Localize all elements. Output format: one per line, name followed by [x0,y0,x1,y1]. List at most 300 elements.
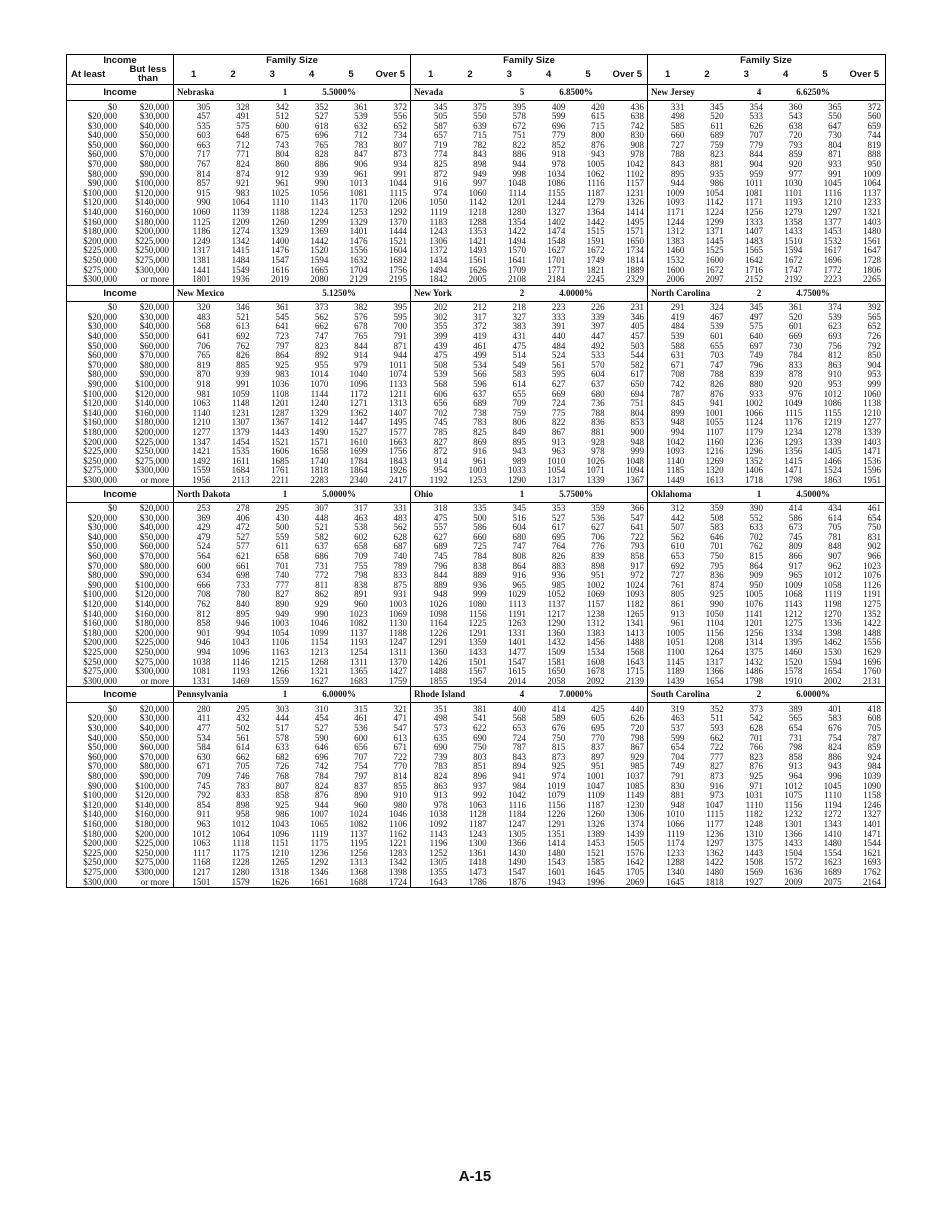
table-cell: 537 [670,723,685,734]
table-cell: 690 [473,732,487,743]
table-cell: 524 [551,350,566,361]
table-cell: 1432 [547,637,566,648]
table-cell: 1520 [310,245,329,256]
table-cell: 544 [630,350,644,361]
table-cell: 448 [314,512,329,523]
income-but-less-than: $20,000 [139,703,169,714]
table-cell: 647 [828,120,842,131]
income-but-less-than: $250,000 [135,245,169,256]
table-cell: 507 [670,522,685,533]
table-cell: 1329 [270,226,289,237]
table-cell: 1331 [192,675,211,686]
family-size-heading: Family Size [266,55,318,66]
table-cell: 1661 [310,876,329,887]
table-cell: 1364 [586,207,605,218]
table-cell: 440 [551,331,566,342]
table-cell: 825 [433,159,448,170]
table-cell: 1693 [862,857,881,868]
table-cell: 414 [788,503,803,514]
state-code: 1 [282,87,288,97]
income-but-less-than: $120,000 [135,790,169,801]
table-cell: 1331 [507,627,526,638]
table-cell: 761 [670,579,685,590]
table-cell: 2245 [586,274,605,285]
table-cell: 1142 [468,197,487,208]
table-cell: 747 [710,359,724,370]
table-cell: 1026 [429,599,448,609]
table-cell: 562 [670,531,685,542]
income-at-least: $30,000 [87,321,117,332]
table-cell: 1632 [349,255,368,265]
table-cell: 401 [828,703,842,714]
table-cell: 917 [788,560,803,571]
table-cell: 1234 [784,427,803,437]
table-cell: 1149 [626,790,644,801]
table-cell: 1876 [507,876,526,887]
table-cell: 1672 [586,245,605,256]
table-cell: 1043 [231,637,250,648]
table-cell: 701 [749,732,763,743]
table-cell: 771 [236,149,250,160]
income-but-less-than: $300,000 [135,264,169,275]
table-cell: 823 [749,751,763,762]
income-at-least: $0 [108,302,117,313]
table-row [174,677,410,687]
table-cell: 2164 [862,876,881,887]
table-cell: 800 [591,130,605,141]
income-but-less-than: $225,000 [135,838,169,849]
state-name: New Mexico [177,287,225,298]
table-cell: 1615 [507,666,526,677]
table-row [174,878,410,888]
table-cell: 2113 [231,474,250,485]
family-size-column-heading: Over 5 [375,69,406,80]
table-cell: 936 [473,579,487,590]
table-cell: 876 [591,139,605,150]
table-cell: 963 [196,818,211,829]
table-cell: 626 [630,713,644,724]
table-cell: 315 [354,703,368,714]
table-cell: 696 [314,130,329,141]
table-cell: 383 [512,321,526,332]
table-cell: 666 [196,579,211,590]
table-cell: 676 [828,723,842,734]
table-cell: 812 [828,350,842,361]
table-cell: 730 [788,340,803,351]
table-cell: 1756 [388,264,407,275]
table-cell: 1535 [231,446,250,457]
table-cell: 924 [867,751,881,762]
table-cell: 339 [591,311,605,322]
table-cell: 1231 [625,187,644,198]
table-cell: 1049 [784,398,803,409]
table-cell: 784 [788,350,803,361]
table-cell: 872 [433,446,448,457]
table-cell: 1645 [666,876,685,887]
table-cell: 845 [670,398,685,409]
income-at-least: $275,000 [83,264,117,275]
table-cell: 918 [196,379,211,390]
table-cell: 678 [354,321,368,332]
table-cell: 1188 [389,627,407,638]
table-cell: 1534 [586,646,605,657]
table-cell: 875 [393,579,407,590]
table-cell: 971 [749,780,763,791]
table-cell: 1260 [586,809,605,820]
table-cell: 920 [788,379,803,390]
table-cell: 1383 [666,235,685,246]
table-cell: 793 [630,541,644,552]
state-header [411,487,647,503]
table-cell: 819 [196,359,211,370]
table-cell: 1215 [270,656,289,667]
income-at-least: $140,000 [83,407,117,418]
table-cell: 1291 [468,627,487,638]
table-cell: 837 [354,780,368,791]
table-cell: 1334 [784,627,803,638]
table-cell: 365 [828,101,842,112]
table-cell: 939 [236,369,250,380]
table-cell: 1137 [349,627,368,638]
table-cell: 1037 [625,771,644,781]
table-cell: 1275 [784,618,803,629]
table-cell: 855 [393,780,407,791]
state-header [174,487,410,503]
table-cell: 724 [551,398,566,409]
income-but-less-than: $200,000 [135,226,169,237]
table-cell: 933 [828,159,842,170]
table-cell: 328 [236,101,250,112]
table-cell: 1407 [744,226,763,237]
table-cell: 621 [236,551,250,562]
income-but-less-than: $225,000 [135,235,169,246]
table-cell: 1256 [744,207,763,218]
family-size-header [411,55,648,84]
table-cell: 669 [788,331,803,342]
table-cell: 708 [670,369,685,380]
table-cell: 390 [749,503,763,514]
income-but-less-than: or more [140,274,169,285]
table-cell: 391 [551,321,566,332]
table-cell: 2019 [270,274,289,285]
table-cell: 1156 [705,627,724,638]
table-cell: 461 [867,503,881,514]
table-cell: 1076 [744,599,763,609]
table-cell: 1508 [744,857,763,868]
table-cell: 583 [512,369,526,380]
table-cell: 1090 [862,780,881,791]
table-cell: 689 [710,130,724,141]
table-cell: 1287 [270,407,289,418]
table-cell: 1025 [270,187,289,198]
table-cell: 1358 [784,216,803,227]
table-cell: 1760 [862,666,881,677]
table-cell: 345 [512,503,526,514]
table-cell: 1665 [310,264,329,275]
table-cell: 991 [393,168,407,179]
family-size-column-heading: 3 [269,69,275,80]
income-at-least: $160,000 [83,618,117,629]
table-cell: 1009 [862,168,881,179]
state-rate: 5.5000% [322,87,356,97]
table-cell: 1374 [625,818,644,829]
income-range [67,476,173,486]
table-cell: 751 [630,398,644,409]
table-cell: 1001 [705,407,724,418]
table-cell: 894 [512,761,526,772]
table-cell: 858 [196,618,211,629]
table-cell: 1224 [310,207,329,218]
table-cell: 575 [236,120,250,131]
table-cell: 638 [630,111,644,122]
table-cell: 1040 [349,369,368,380]
income-at-least: $250,000 [83,656,117,667]
table-cell: 702 [433,407,448,418]
table-cell: 549 [512,359,526,370]
state-header [648,687,884,703]
table-cell: 1658 [310,446,329,457]
income-but-less-than: $180,000 [135,417,169,428]
table-cell: 463 [670,713,685,724]
table-cell: 1571 [625,226,644,237]
table-cell: 1110 [271,197,289,208]
table-cell: 1143 [429,828,448,839]
table-cell: 974 [551,771,566,781]
table-cell: 618 [314,120,329,131]
table-cell: 745 [433,551,448,562]
table-cell: 302 [433,311,448,322]
table-cell: 1085 [625,780,644,791]
table-cell: 648 [236,130,250,141]
table-cell: 1772 [823,264,842,275]
income-but-less-than: $50,000 [139,732,169,743]
table-cell: 1329 [310,407,329,418]
table-cell: 600 [354,732,368,743]
table-cell: 359 [710,503,724,514]
table-cell: 983 [275,369,289,380]
table-cell: 1488 [429,666,448,677]
table-cell: 1525 [705,245,724,256]
state-rate: 4.7500% [796,287,830,298]
table-cell: 475 [512,340,526,351]
table-cell: 1143 [784,599,803,609]
table-cell: 762 [236,340,250,351]
table-cell: 610 [670,541,685,552]
table-cell: 944 [314,799,329,810]
table-cell: 1069 [586,589,605,600]
table-cell: 951 [591,761,605,772]
table-cell: 1471 [784,465,803,476]
table-cell: 754 [828,732,842,743]
table-cell: 652 [867,321,881,332]
table-cell: 595 [393,311,407,322]
table-cell: 1246 [862,799,881,810]
table-cell: 783 [236,780,250,791]
income-at-least: $90,000 [87,178,117,189]
table-cell: 2014 [507,675,526,686]
table-cell: 498 [433,713,448,724]
table-cell: 484 [551,340,566,351]
state-header [648,286,884,302]
table-cell: 565 [788,713,803,724]
table-cell: 804 [828,139,842,150]
table-cell: 798 [630,732,644,743]
income-at-least: $90,000 [87,379,117,390]
income-but-less-than: $300,000 [135,666,169,677]
table-cell: 669 [551,388,566,399]
table-cell: 706 [196,340,211,351]
income-but-less-than: $40,000 [139,522,169,533]
table-cell: 1370 [388,656,407,667]
table-cell: 762 [749,541,763,552]
table-cell: 1926 [388,465,407,476]
table-cell: 1056 [310,187,329,198]
table-cell: 218 [512,302,526,313]
table-cell: 568 [196,321,211,332]
table-cell: 1307 [231,417,250,428]
table-cell: 913 [551,436,566,447]
table-cell: 1418 [468,857,487,868]
table-cell: 2002 [823,675,842,686]
table-cell: 1591 [586,235,605,246]
table-cell: 1600 [705,255,724,265]
table-cell: 1230 [625,799,644,810]
table-cell: 351 [433,703,448,714]
family-size-column-heading: 2 [230,69,236,80]
table-cell: 787 [512,742,526,753]
table-cell: 1372 [429,245,448,256]
table-cell: 226 [591,302,605,313]
table-cell: 1572 [784,857,803,868]
table-cell: 1547 [270,255,289,265]
table-cell: 654 [670,742,685,753]
table-cell: 1521 [586,847,605,858]
table-cell: 1936 [231,274,250,285]
table-cell: 890 [275,599,289,609]
table-cell: 797 [275,340,289,351]
income-at-least: $100,000 [83,790,117,801]
table-cell: 1148 [231,398,250,409]
table-cell: 1527 [349,427,368,437]
income-but-less-than: $70,000 [139,551,169,562]
table-cell: 984 [867,761,881,772]
income-but-less-than: $250,000 [135,847,169,858]
table-cell: 948 [670,799,685,810]
table-cell: 1118 [232,838,250,849]
income-but-less-than: $120,000 [135,589,169,600]
table-cell: 1081 [744,187,763,198]
income-at-least: $50,000 [87,742,117,753]
table-cell: 637 [314,541,329,552]
table-cell: 1210 [192,417,211,428]
table-cell: 727 [670,139,685,150]
table-cell: 1313 [388,398,407,409]
table-cell: 1074 [388,369,407,380]
table-cell: 1439 [666,675,685,686]
table-cell: 890 [354,790,368,801]
table-cell: 503 [630,340,644,351]
table-cell: 475 [433,350,448,361]
table-cell: 1996 [586,876,605,887]
table-cell: 917 [630,560,644,571]
table-cell: 2075 [823,876,842,887]
table-cell: 1401 [862,818,881,829]
table-cell: 1275 [862,599,881,609]
table-cell: 550 [473,111,487,122]
table-cell: 1701 [547,255,566,265]
table-cell: 965 [512,579,526,590]
table-cell: 795 [710,560,724,571]
table-cell: 1369 [310,226,329,237]
table-cell: 851 [473,761,487,772]
income-at-least: $180,000 [83,427,117,437]
table-cell: 1201 [507,197,526,208]
table-cell: 886 [314,159,329,170]
table-cell: 918 [551,149,566,160]
table-cell: 1012 [823,570,842,581]
income-but-less-than: $160,000 [135,608,169,619]
table-cell: 697 [749,340,763,351]
table-cell: 1678 [586,666,605,677]
table-cell: 909 [749,570,763,581]
table-cell: 1943 [547,876,566,887]
table-cell: 908 [630,139,644,150]
income-but-less-than: $300,000 [135,465,169,476]
table-cell: 353 [551,503,566,514]
table-cell: 785 [433,427,448,437]
table-cell: 1254 [349,646,368,657]
table-cell: 1490 [310,427,329,437]
table-cell: 1734 [625,245,644,256]
income-but-less-than: $120,000 [135,388,169,399]
table-cell: 457 [630,331,644,342]
table-cell: 1076 [862,570,881,581]
table-cell: 575 [749,321,763,332]
table-cell: 1368 [349,866,368,877]
table-cell: 1188 [271,207,289,218]
table-cell: 1151 [271,838,289,849]
table-cell: 2005 [468,274,487,285]
table-cell: 1236 [705,828,724,839]
table-cell: 925 [275,359,289,370]
table-cell: 1608 [586,656,605,667]
table-cell: 1012 [823,388,842,399]
table-cell: 1265 [270,857,289,868]
table-cell: 1320 [705,465,724,476]
table-cell: 1422 [705,857,724,868]
state-code: 2 [519,287,525,298]
table-cell: 432 [236,713,250,724]
income-at-least: $140,000 [83,809,117,820]
state-block [411,85,648,285]
table-cell: 508 [433,359,448,370]
table-cell: 708 [196,589,211,600]
table-cell: 1217 [547,608,566,619]
table-cell: 943 [591,149,605,160]
table-cell: 765 [196,350,211,361]
table-cell: 392 [867,302,881,313]
table-cell: 534 [196,732,211,743]
table-cell: 836 [710,570,724,581]
table-cell: 1086 [823,398,842,409]
table-cell: 1685 [270,455,289,466]
table-cell: 1305 [507,828,526,839]
table-cell: 599 [551,111,566,122]
table-cell: 1488 [625,637,644,648]
table-cell: 1177 [705,818,724,829]
table-cell: 1621 [862,847,881,858]
table-cell: 1549 [231,264,250,275]
